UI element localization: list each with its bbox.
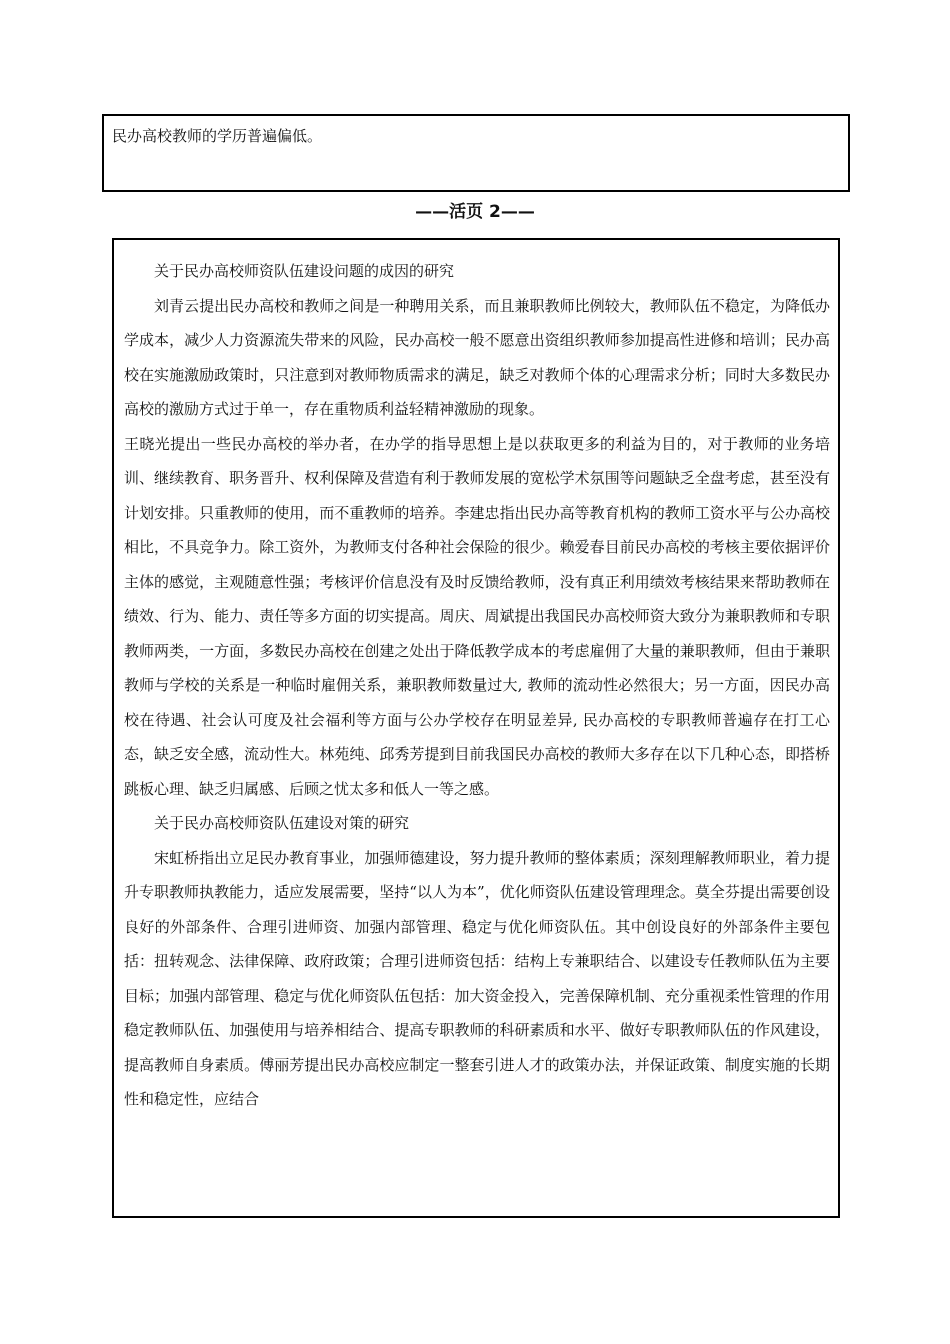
subheading-countermeasures: 关于民办高校师资队伍建设对策的研究 [154, 814, 410, 832]
previous-page-text: 民办高校教师的学历普遍偏低。 [112, 127, 323, 145]
subheading-causes: 关于民办高校师资队伍建设问题的成因的研究 [154, 262, 455, 280]
paragraph-wang-xiaoguang: 王晓光提出一些民办高校的举办者，在办学的指导思想上是以获取更多的利益为目的，对于教师的业务培训、继续教育、职务晋升、权利保障及营造有利于教师发展的宽松学术氛围等问题缺乏全盘考虑，甚至没有计划安排。只重教师的使用，而不重教师的培养。李建忠指出民办高等教育机构的教师工资水平与公办高校相比，不具竞争力。除工资外，为教师支付各种社会保险的很少。赖爱春目前民办高校的考核主要依据评价主体的感觉，主观随意性强；考核评价信息没有及时反馈给教师，没有真正利用绩效考核结果来帮助教师在绩效、行为、能力、责任等多方面的切实提高。周庆、周斌提出我国民办高校师资大致分为兼职教师和专职教师两类，一方面，多数民办高校在创建之处出于降低教学成本的考虑雇佣了大量的兼职教师，但由于兼职教师与学校的关系是一种临时雇佣关系，兼职教师数量过大, 教师的流动性必然很大；另一方面，因民办高校在待遇、社会认可度及社会福利等方面与公办学校存在明显差异, 民办高校的专职教师普遍存在打工心态，缺乏安全感，流动性大。林苑纯、邱秀芳提到目前我国民办高校的教师大多存在以下几种心态，即搭桥跳板心理、缺乏归属感、后顾之忧太多和低人一等之感。 [124, 434, 830, 798]
main-text-content [124, 254, 830, 1117]
main-text-box [112, 238, 840, 1218]
section-title: ——活页 2—— [415, 202, 535, 222]
paragraph-song-hongqiao: 宋虹桥指出立足民办教育事业，加强师德建设，努力提升教师的整体素质；深刻理解教师职业，着力提升专职教师执教能力，适应发展需要，坚持“以人为本”，优化师资队伍建设管理理念。莫全芬提出需要创设良好的外部条件、合理引进师资、加强内部管理、稳定与优化师资队伍。其中创设良好的外部条件主要包括：扭转观念、法律保障、政府政策；合理引进师资包括：结构上专兼职结合、以建设专任教师队伍为主要目标；加强内部管理、稳定与优化师资队伍包括：加大资金投入，完善保障机制、充分重视柔性管理的作用稳定教师队伍、加强使用与培养相结合、提高专职教师的科研素质和水平、做好专职教师队伍的作风建设，提高教师自身素质。傅丽芳提出民办高校应制定一整套引进人才的政策办法，并保证政策、制度实施的长期性和稳定性，应结合 [124, 848, 830, 1108]
previous-page-text-box [102, 114, 850, 192]
paragraph-liu-qingyun: 刘青云提出民办高校和教师之间是一种聘用关系，而且兼职教师比例较大，教师队伍不稳定，为降低办学成本，减少人力资源流失带来的风险，民办高校一般不愿意出资组织教师参加提高性进修和培训；民办高校在实施激励政策时，只注意到对教师物质需求的满足，缺乏对教师个体的心理需求分析；同时大多数民办高校的激励方式过于单一，存在重物质利益轻精神激励的现象。 [124, 296, 830, 418]
